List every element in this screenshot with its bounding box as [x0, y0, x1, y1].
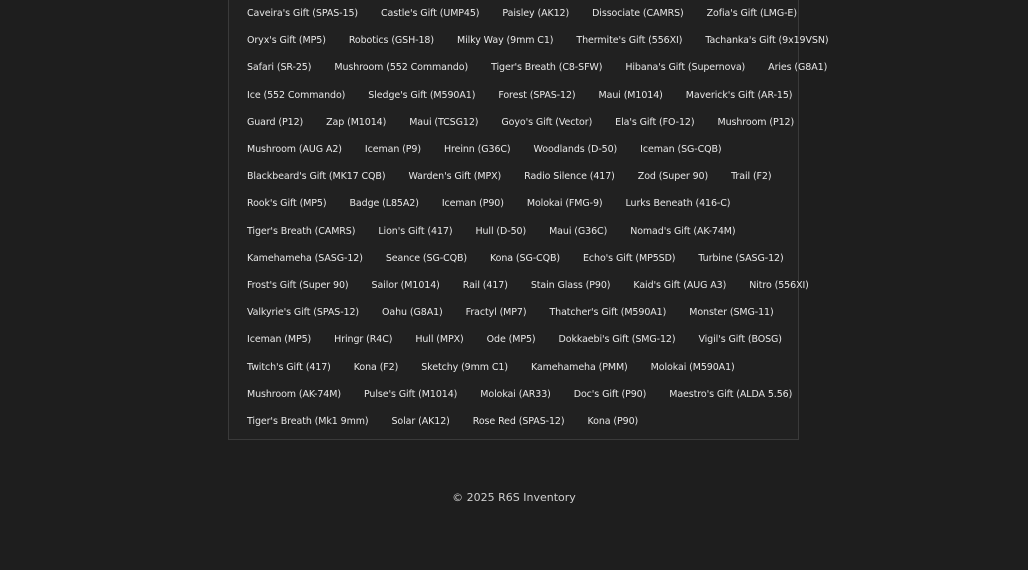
- skin-row: [229, 0, 798, 27]
- skin-link[interactable]: Echo's Gift (MP5SD): [583, 252, 676, 264]
- skin-link[interactable]: Twitch's Gift (417): [247, 361, 331, 373]
- skin-link[interactable]: Dissociate (CAMRS): [592, 8, 684, 19]
- skin-row: [229, 136, 798, 163]
- skin-link[interactable]: Mushroom (AK-74M): [247, 388, 341, 400]
- skin-link[interactable]: Forest (SPAS-12): [498, 89, 576, 101]
- skin-link[interactable]: Rook's Gift (MP5): [247, 198, 327, 210]
- skin-link[interactable]: Hreinn (G36C): [443, 144, 511, 155]
- skin-link[interactable]: Ode (MP5): [486, 334, 536, 346]
- skin-link[interactable]: Kaid's Gift (AUG A3): [633, 280, 727, 291]
- skin-link[interactable]: Hull (D-50): [475, 225, 527, 237]
- skin-link[interactable]: Oryx's Gift (MP5): [247, 35, 326, 47]
- skin-row: [229, 299, 798, 326]
- skin-link[interactable]: Aries (G8A1): [768, 62, 828, 74]
- skin-link[interactable]: Maui (G36C): [549, 225, 608, 237]
- skin-link[interactable]: Kamehameha (SASG-12): [247, 252, 363, 264]
- skin-link[interactable]: Frost's Gift (Super 90): [247, 280, 349, 291]
- skin-link[interactable]: Blackbeard's Gift (MK17 CQB): [247, 171, 386, 183]
- skin-row: [229, 354, 798, 381]
- skin-row: [229, 408, 798, 435]
- skin-link[interactable]: Maverick's Gift (AR-15): [685, 89, 793, 101]
- skin-link[interactable]: Stain Glass (P90): [530, 280, 611, 291]
- skin-row: [229, 381, 798, 408]
- skin-link[interactable]: Castle's Gift (UMP45): [381, 8, 480, 19]
- skin-link[interactable]: Tiger's Breath (Mk1 9mm): [247, 416, 369, 427]
- skin-link[interactable]: Dokkaebi's Gift (SMG-12): [558, 334, 676, 346]
- skin-link[interactable]: Hull (MPX): [415, 334, 464, 346]
- skin-link[interactable]: Lion's Gift (417): [378, 225, 453, 237]
- skin-link[interactable]: Kamehameha (PMM): [530, 361, 628, 373]
- skin-link[interactable]: Maui (TCSG12): [409, 116, 479, 128]
- skin-link[interactable]: Molokai (M590A1): [650, 361, 735, 373]
- skin-link[interactable]: Solar (AK12): [391, 416, 450, 427]
- skin-link[interactable]: Ela's Gift (FO-12): [615, 116, 695, 128]
- skin-link[interactable]: Molokai (FMG-9): [526, 198, 603, 210]
- skin-link[interactable]: Lurks Beneath (416-C): [625, 198, 731, 210]
- skin-link[interactable]: Mushroom (AUG A2): [247, 144, 342, 155]
- skin-link[interactable]: Guard (P12): [247, 116, 304, 128]
- skin-row: [229, 109, 798, 136]
- skin-row: [229, 190, 798, 217]
- skin-link[interactable]: Kona (F2): [353, 361, 399, 373]
- skin-link[interactable]: Mushroom (552 Commando): [334, 62, 469, 74]
- skin-link[interactable]: Goyo's Gift (Vector): [501, 116, 593, 128]
- skin-link[interactable]: Warden's Gift (MPX): [408, 171, 502, 183]
- skin-link[interactable]: Hibana's Gift (Supernova): [625, 62, 746, 74]
- skin-link[interactable]: Nitro (556XI): [749, 280, 809, 291]
- skin-link[interactable]: Tiger's Breath (C8-SFW): [491, 62, 603, 74]
- skin-link[interactable]: Doc's Gift (P90): [573, 388, 647, 400]
- skin-link[interactable]: Pulse's Gift (M1014): [363, 388, 458, 400]
- skin-row: [229, 27, 829, 54]
- skin-link[interactable]: Trail (F2): [731, 171, 772, 183]
- skin-link[interactable]: Robotics (GSH-18): [348, 35, 434, 47]
- skin-row: [229, 326, 798, 353]
- skin-link[interactable]: Tachanka's Gift (9x19VSN): [705, 35, 829, 47]
- skin-link[interactable]: Sailor (M1014): [371, 280, 440, 291]
- skin-link[interactable]: Ice (552 Commando): [247, 89, 346, 101]
- skin-link[interactable]: Maestro's Gift (ALDA 5.56): [669, 388, 793, 400]
- skin-row: [229, 163, 798, 190]
- skin-link[interactable]: Fractyl (MP7): [465, 307, 527, 319]
- skin-link[interactable]: Monster (SMG-11): [689, 307, 774, 319]
- skin-link[interactable]: Zod (Super 90): [637, 171, 709, 183]
- skin-row: [229, 218, 798, 245]
- skin-link[interactable]: Kona (P90): [587, 416, 639, 427]
- skin-link[interactable]: Oahu (G8A1): [382, 307, 443, 319]
- skin-link[interactable]: Molokai (AR33): [480, 388, 551, 400]
- footer-copyright: © 2025 R6S Inventory: [452, 491, 576, 504]
- skin-link[interactable]: Thatcher's Gift (M590A1): [549, 307, 667, 319]
- skin-link[interactable]: Sledge's Gift (M590A1): [368, 89, 476, 101]
- skin-link[interactable]: Zap (M1014): [326, 116, 387, 128]
- skin-link[interactable]: Tiger's Breath (CAMRS): [247, 225, 356, 237]
- skin-link[interactable]: Vigil's Gift (BOSG): [698, 334, 782, 346]
- skin-link[interactable]: Milky Way (9mm C1): [456, 35, 554, 47]
- skin-link[interactable]: Valkyrie's Gift (SPAS-12): [247, 307, 360, 319]
- skin-link[interactable]: Radio Silence (417): [524, 171, 615, 183]
- skin-link[interactable]: Woodlands (D-50): [533, 144, 618, 155]
- skin-link[interactable]: Sketchy (9mm C1): [421, 361, 508, 373]
- skin-link[interactable]: Turbine (SASG-12): [698, 252, 784, 264]
- skin-link[interactable]: Safari (SR-25): [247, 62, 312, 74]
- skin-link[interactable]: Seance (SG-CQB): [385, 252, 467, 264]
- skin-row: [229, 245, 798, 272]
- skin-link[interactable]: Thermite's Gift (556XI): [576, 35, 683, 47]
- skin-link[interactable]: Paisley (AK12): [502, 8, 570, 19]
- skin-row: [229, 272, 809, 299]
- skin-link[interactable]: Iceman (P90): [441, 198, 504, 210]
- skin-row: [229, 82, 798, 109]
- skin-link[interactable]: Iceman (P9): [364, 144, 421, 155]
- skin-link[interactable]: Maui (M1014): [598, 89, 663, 101]
- skin-link[interactable]: Badge (L85A2): [349, 198, 419, 210]
- skin-link[interactable]: Caveira's Gift (SPAS-15): [247, 8, 359, 19]
- skin-row: [229, 54, 828, 81]
- skin-link[interactable]: Zofia's Gift (LMG-E): [706, 8, 797, 19]
- skin-link[interactable]: Hringr (R4C): [334, 334, 393, 346]
- skin-link[interactable]: Rail (417): [462, 280, 508, 291]
- skin-link[interactable]: Iceman (SG-CQB): [640, 144, 722, 155]
- skin-link[interactable]: Rose Red (SPAS-12): [472, 416, 565, 427]
- skin-link[interactable]: Kona (SG-CQB): [490, 252, 560, 264]
- skin-list-panel: [228, 0, 829, 440]
- skin-link[interactable]: Nomad's Gift (AK-74M): [630, 225, 736, 237]
- skin-link[interactable]: Mushroom (P12): [717, 116, 795, 128]
- skin-link[interactable]: Iceman (MP5): [247, 334, 312, 346]
